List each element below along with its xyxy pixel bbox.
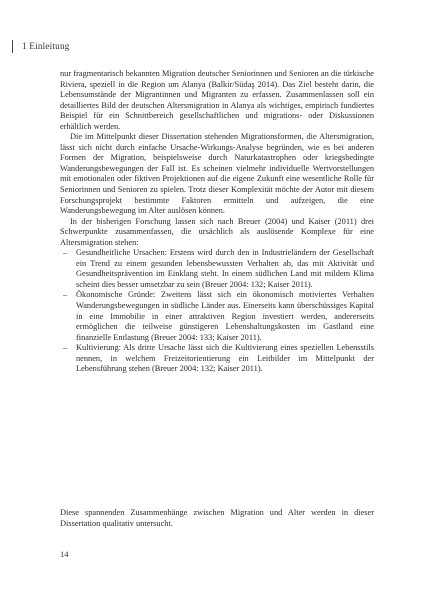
paragraph-3: In der bisherigen Forschung lassen sich nach Breuer (2004) und Kaiser (2011) drei Schwerpunkte zusammenfassen, die ursächlich als auslösende Komplexe für eine Altersmigration stehen: bbox=[60, 216, 374, 247]
list-item: – Kultivierung: Als dritte Ursache lässt sich die Kultivierung eines speziellen Lebensstils nennen, in welchem Freizeitorientierung ein Leitbilder im Mittelpunkt der Lebensführung stehen (Breuer 2004: 132; Kaiser 2011). bbox=[63, 343, 374, 374]
list-item-text: Ökonomische Gründe: Zweitens lässt sich ein ökonomisch motiviertes Verhalten Wanderungsbewegungen in südliche Länder aus. Einerseits kann überschüssiges Kapital in eine Immobilie in einer attraktiven Region investiert werden, andererseits ermöglichen die teilweise günstigeren Lebenshaltungskosten im Gastland eine finanzielle Entlastung (Breuer 2004: 133; Kaiser 2011). bbox=[76, 290, 374, 342]
closing-paragraph: Diese spannenden Zusammenhänge zwischen Migration und Alter werden in dieser Dissertation qualitativ untersucht. bbox=[60, 508, 374, 528]
margin-rule bbox=[12, 40, 13, 53]
paragraph-2: Die im Mittelpunkt dieser Dissertation stehenden Migrationsformen, die Altersmigration, lässt sich nicht durch einfache Ursache-Wirkungs-Analyse begründen, wie es bei anderen Formen der Migration, beispielsweise durch Naturkatastrophen oder kriegsbedingte Wanderungsbewegungen der Fall ist. Es scheinen vielmehr individuelle Wertvorstellungen mit emotionalen oder fiktiven Projektionen auf die eigene Zukunft eine wesentliche Rolle für Seniorinnen und Senioren zu spielen. Trotz dieser Komplexität möchte der Autor mit diesem Forschungsprojekt bestimmte Faktoren ermitteln und aufzeigen, die eine Wanderungsbewegung im Alter auslösen können. bbox=[60, 132, 374, 216]
cause-list bbox=[60, 248, 374, 375]
paragraph-1: nur fragmentarisch bekannten Migration deutscher Seniorinnen und Senioren an die türkische Riviera, speziell in die Region um Alanya (Balkir/Südaş 2014). Das Ziel besteht darin, die Lebensumstände der Migrantinnen und Migranten zu erfassen. Zusammenlassen soll ein detailliertes Bild der deutschen Altersmigration in Alanya als wichtiges, empirisch fundiertes Beispiel für ein Schnittbereich gesellschaftlichen und migrations- oder Diskussionen erhältlich werden. bbox=[60, 69, 374, 131]
list-item-text: Kultivierung: Als dritte Ursache lässt sich die Kultivierung eines speziellen Lebensstils nennen, in welchem Freizeitorientierung ein Leitbilder im Mittelpunkt der Lebensführung stehen (Breuer 2004: 132; Kaiser 2011). bbox=[76, 343, 374, 374]
running-head: 1 Einleitung bbox=[22, 41, 70, 51]
list-item: – Gesundheitliche Ursachen: Erstens wird durch den in Industrieländern der Gesellschaft ein Trend zu einem gesunden lebensbewussten Verhalten ab, das mit Aktivität und Gesundheitsprävention im Einklang steht. In einem südlichen Land mit mildem Klima scheint dies besser umsetzbar zu sein (Breuer 2004: 132; Kaiser 2011). bbox=[63, 248, 374, 289]
page-number: 14 bbox=[60, 549, 69, 559]
body-text bbox=[60, 69, 374, 375]
list-item: – Ökonomische Gründe: Zweitens lässt sich ein ökonomisch motiviertes Verhalten Wanderungsbewegungen in südliche Länder aus. Einerseits kann überschüssiges Kapital in eine Immobilie in einer attraktiven Region investiert werden, andererseits ermöglichen die teilweise günstigeren Lebenshaltungskosten im Gastland eine finanzielle Entlastung (Breuer 2004: 133; Kaiser 2011). bbox=[63, 290, 374, 342]
closing-text bbox=[60, 508, 374, 529]
list-item-text: Gesundheitliche Ursachen: Erstens wird durch den in Industrieländern der Gesellschaft ein Trend zu einem gesunden lebensbewussten Verhalten ab, das mit Aktivität und Gesundheitsprävention im Einklang steht. In einem südlichen Land mit mildem Klima scheint dies besser umsetzbar zu sein (Breuer 2004: 132; Kaiser 2011). bbox=[76, 248, 374, 289]
